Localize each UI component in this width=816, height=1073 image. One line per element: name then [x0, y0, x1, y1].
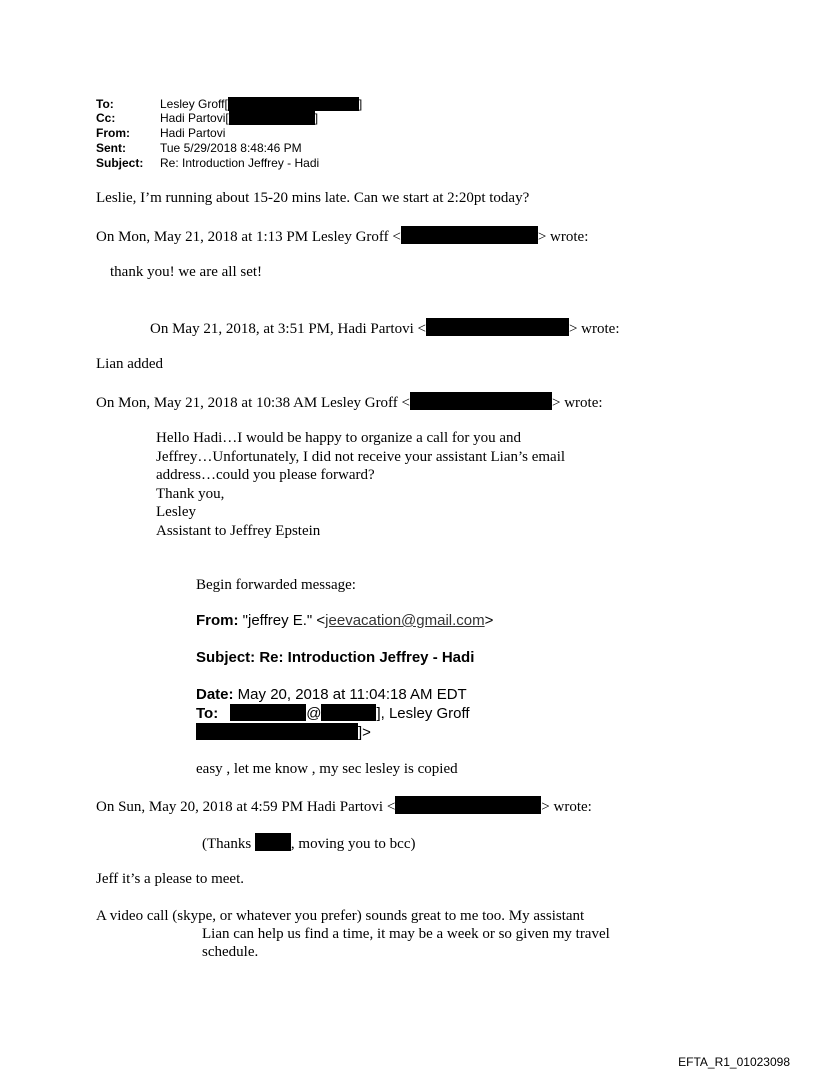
quote-header-2-suffix: > wrote:: [568, 321, 620, 337]
message-video-call-line2: Lian can help us find a time, it may be a week or so given my travel: [202, 926, 610, 942]
message-thanks-suffix: , moving you to bcc): [290, 836, 416, 852]
message-jeff: Jeff it’s a please to meet.: [96, 871, 245, 887]
message-thanks-bcc: [202, 833, 415, 853]
redaction-box: [230, 704, 306, 721]
quote-header-3: [96, 392, 603, 412]
subject-label: Subject:: [96, 156, 144, 170]
redaction-box: [401, 226, 538, 244]
quote-header-2-prefix: On May 21, 2018, at 3:51 PM, Hadi Partovi <: [150, 321, 426, 337]
forwarded-to-at: @: [306, 705, 322, 722]
forwarded-subject: Subject: Re: Introduction Jeffrey - Hadi: [196, 649, 475, 666]
forwarded-from-close: >: [484, 612, 494, 629]
cc-value: [160, 111, 318, 125]
sent-label: Sent:: [96, 141, 126, 155]
cc-close: ]: [314, 111, 319, 125]
message-line: Hello Hadi…I would be happy to organize a call for you and: [156, 430, 522, 446]
forwarded-from: [196, 612, 493, 629]
message-video-call-line1: A video call (skype, or whatever you prefer) sounds great to me too. My assistant: [96, 908, 585, 924]
quote-header-3-prefix: On Mon, May 21, 2018 at 10:38 AM Lesley Groff <: [96, 395, 410, 411]
quote-header-4-suffix: > wrote:: [541, 799, 592, 815]
forwarded-to-cont: [196, 723, 371, 741]
redaction-box: [395, 796, 541, 814]
quote-header-1: [96, 226, 588, 246]
to-value: [160, 97, 362, 111]
message-easy: easy , let me know , my sec lesley is copied: [196, 761, 458, 777]
message-thanks-prefix: (Thanks: [202, 836, 255, 852]
redaction-box: [229, 111, 315, 125]
document-id: EFTA_R1_01023098: [678, 1055, 790, 1069]
cc-label: Cc:: [96, 111, 116, 125]
forwarded-to: [196, 704, 470, 722]
message-line: address…could you please forward?: [156, 467, 375, 483]
from-label: From:: [96, 126, 130, 140]
forwarded-date-value: May 20, 2018 at 11:04:18 AM EDT: [233, 686, 467, 703]
quote-header-4-prefix: On Sun, May 20, 2018 at 4:59 PM Hadi Partovi <: [96, 799, 396, 815]
message-video-call-line3: schedule.: [202, 944, 259, 960]
forwarded-intro: Begin forwarded message:: [196, 577, 356, 593]
email-link[interactable]: jeevacation@gmail.com: [325, 612, 485, 629]
redaction-box: [255, 833, 291, 851]
cc-name: Hadi Partovi[: [160, 111, 229, 125]
redaction-box: [426, 318, 569, 336]
message-line: Thank you,: [156, 485, 225, 502]
redaction-box: [410, 392, 552, 410]
message-line: Assistant to Jeffrey Epstein: [156, 522, 321, 539]
message-line: Jeffrey…Unfortunately, I did not receive your assistant Lian’s email: [156, 448, 566, 465]
message-reply-text: Leslie, I’m running about 15-20 mins late. Can we start at 2:20pt today?: [96, 190, 530, 206]
forwarded-from-name: "jeffrey E." <: [238, 612, 326, 629]
redaction-box: [321, 704, 376, 721]
message-thanks: thank you! we are all set!: [110, 264, 263, 280]
forwarded-to-label: To:: [196, 705, 219, 722]
quote-header-1-prefix: On Mon, May 21, 2018 at 1:13 PM Lesley Groff <: [96, 229, 401, 245]
redaction-box: [196, 723, 358, 740]
message-line: Lesley: [156, 504, 196, 520]
forwarded-from-label: From:: [196, 612, 239, 629]
quote-header-1-suffix: > wrote:: [537, 229, 589, 245]
from-value: Hadi Partovi: [160, 126, 226, 140]
sent-value: Tue 5/29/2018 8:48:46 PM: [160, 141, 302, 155]
to-name: Lesley Groff[: [160, 97, 228, 111]
message-lesley-block: [156, 429, 565, 540]
message-lian-added: Lian added: [96, 356, 164, 372]
forwarded-date-label: Date:: [196, 686, 234, 703]
quote-header-2: [150, 318, 619, 338]
forwarded-to-rest: ], Lesley Groff: [376, 705, 470, 722]
quote-header-3-suffix: > wrote:: [552, 395, 603, 411]
forwarded-to-close: ]>: [358, 724, 371, 741]
forwarded-date: [196, 686, 467, 703]
quote-header-4: [96, 796, 592, 816]
to-label: To:: [96, 97, 114, 111]
to-close: ]: [358, 97, 363, 111]
redaction-box: [228, 97, 359, 111]
subject-value: Re: Introduction Jeffrey - Hadi: [160, 156, 320, 170]
